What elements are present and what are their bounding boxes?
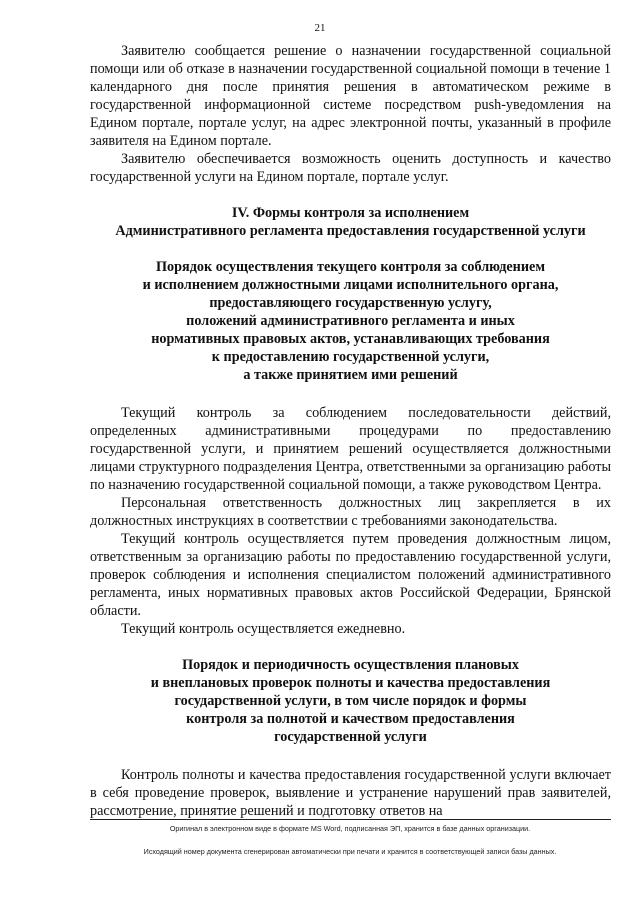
footer-note-number: Исходящий номер документа сгенерирован автоматически при печати и хранится в соответствующей записи базы данных. (143, 847, 557, 856)
paragraph: Текущий контроль за соблюдением последовательности действий, определенных административными процедурами по предоставлению государственной услуги, и принятием решений осуществляется должностными лицами структурного подразделения Центра, ответственными за организацию работы по назначению государственной социальной помощи, а также руководством Центра. (90, 405, 611, 493)
subsection-title-line: а также принятием ими решений (243, 367, 458, 383)
page-number: 21 (314, 22, 326, 34)
paragraph: Заявителю обеспечивается возможность оценить доступность и качество государственной услуги на Едином портале, портале услуг. (90, 151, 611, 185)
paragraph: Текущий контроль осуществляется ежедневно. (121, 621, 406, 637)
subsection-title-line: предоставляющего государственную услугу, (209, 295, 492, 311)
subsection-title (90, 656, 611, 746)
subsection-title-line: государственной услуги, в том числе порядок и формы (174, 693, 527, 709)
footer-note-original: Оригинал в электронном виде в формате MS Word, подписанная ЭП, хранится в базе данных организации. (169, 824, 531, 833)
page-content (90, 42, 611, 820)
subsection-title (90, 258, 611, 384)
paragraph: Заявителю сообщается решение о назначении государственной социальной помощи или об отказе в назначении государственной социальной помощи в течение 1 календарного дня после принятия решения в автоматическом режиме в государственной информационной системе посредством push-уведомления на Едином портале, портале услуг, на адрес электронной почты, указанный в профиле заявителя на Едином портале. (90, 43, 611, 149)
footer-divider (90, 819, 611, 820)
subsection-title-line: контроля за полнотой и качеством предоставления (186, 711, 515, 727)
section-title-line: IV. Формы контроля за исполнением (231, 205, 470, 221)
subsection-title-line: государственной услуги (274, 729, 427, 745)
paragraph: Контроль полноты и качества предоставления государственной услуги включает в себя проведение проверок, выявление и устранение нарушений прав заявителей, рассмотрение, принятие решений и подготовку ответов на (90, 767, 611, 819)
paragraph: Персональная ответственность должностных лиц закрепляется в их должностных инструкциях в соответствии с требованиями законодательства. (90, 495, 611, 529)
section-title (90, 204, 611, 240)
subsection-title-line: Порядок и периодичность осуществления плановых (182, 657, 519, 673)
subsection-title-line: нормативных правовых актов, устанавливающих требования (151, 331, 550, 347)
subsection-title-line: Порядок осуществления текущего контроля за соблюдением (156, 259, 545, 275)
subsection-title-line: и внеплановых проверок полноты и качества предоставления (150, 675, 551, 691)
subsection-title-line: и исполнением должностными лицами исполнительного органа, (142, 277, 559, 293)
section-title-line: Административного регламента предоставления государственной услуги (115, 223, 586, 239)
subsection-title-line: положений административного регламента и иных (186, 313, 515, 329)
paragraph: Текущий контроль осуществляется путем проведения должностным лицом, ответственным за организацию работы по предоставлению государственной услуги, проверок соблюдения и исполнения специалистом положений административного регламента, иных нормативных правовых актов Российской Федерации, Брянской области. (90, 531, 611, 619)
subsection-title-line: к предоставлению государственной услуги, (211, 349, 490, 365)
